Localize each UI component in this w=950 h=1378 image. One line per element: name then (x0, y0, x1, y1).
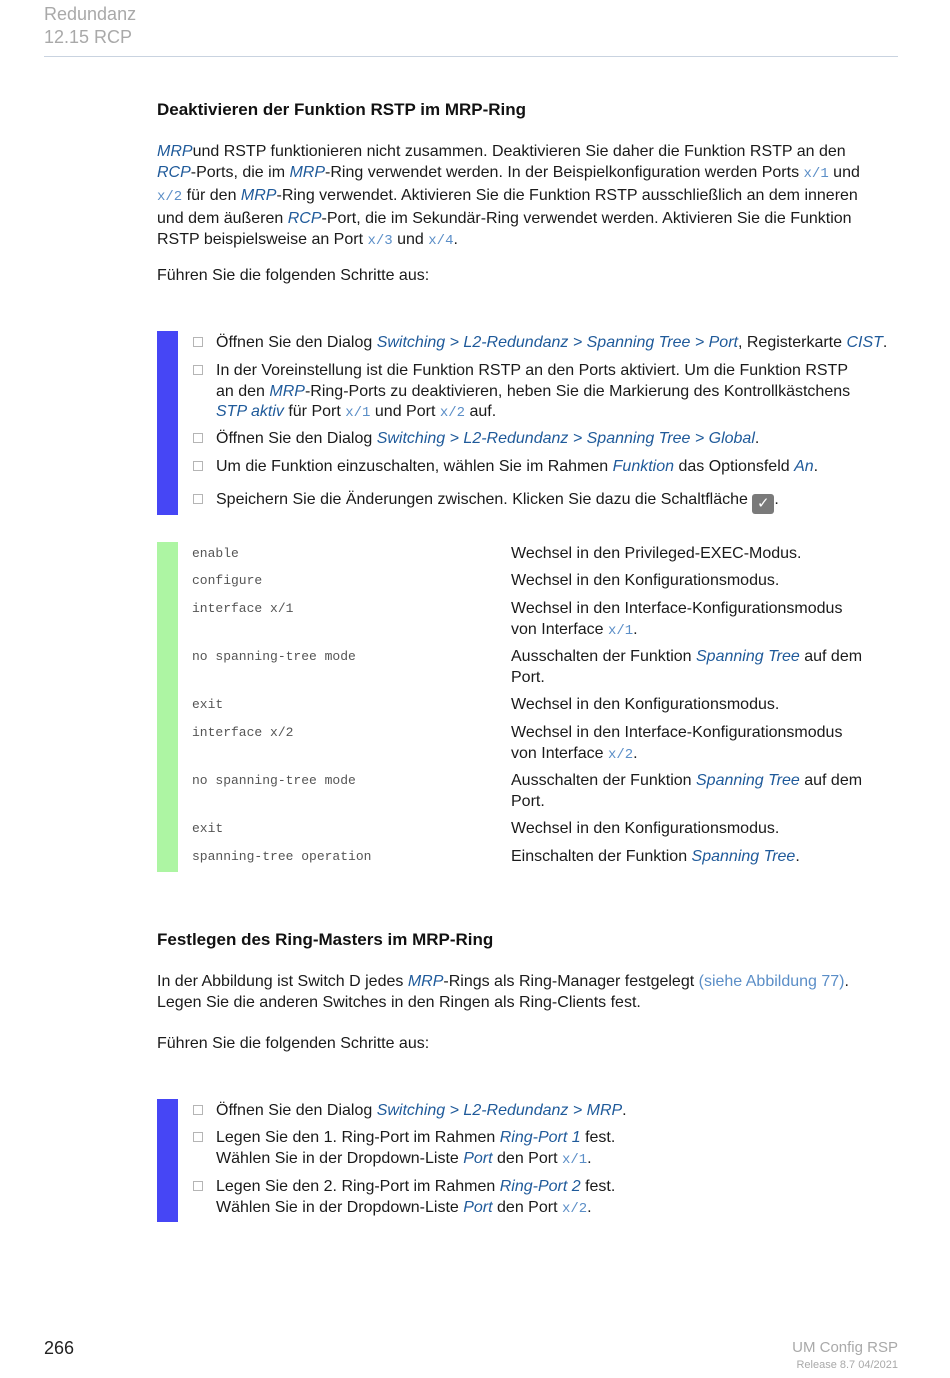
spanning-tree-link[interactable]: Spanning Tree (691, 848, 796, 865)
port-x3: x/3 (367, 233, 393, 249)
cli-command: interface x/1 (192, 601, 294, 616)
cli-command: no spanning-tree mode (192, 649, 356, 664)
ring-port-2-link[interactable]: Ring-Port 2 (499, 1178, 581, 1195)
menu-path-link[interactable]: Switching > L2-Redundanz > MRP (376, 1102, 623, 1119)
cli-steps-bar (157, 542, 178, 872)
cli-description: Wechsel in den Privileged-EXEC-Modus. (511, 545, 802, 562)
funktion-frame-link[interactable]: Funktion (612, 458, 675, 475)
cli-description: Wechsel in den Konfigurationsmodus. (511, 820, 780, 837)
page-number: 266 (44, 1338, 75, 1358)
option-an-link[interactable]: An (794, 458, 814, 475)
gui-step: Öffnen Sie den Dialog Switching > L2-Redundanz > MRP. (193, 1101, 893, 1122)
section1-intro-paragraph: MRPund RSTP funktionieren nicht zusammen. Deaktivieren Sie daher die Funktion RSTP an den RCP-Ports, die im MRP-Ring verwendet werden. In der Beispielkonfiguration werden Ports x/1 und x/2 für den MRP-Ring verwendet. Aktivieren Sie die Funktion RSTP ausschließlich an dem inneren und dem äußeren RCP-Port, die im Sekundär-Ring verwendet werden. Aktivieren Sie die Funktion RSTP beispielsweise an Port x/3 und x/4. (157, 143, 860, 249)
checkbox-square-icon (193, 461, 203, 471)
port-x2: x/2 (561, 1200, 588, 1217)
steps-lead-text: Führen Sie die folgenden Schritte aus: (157, 267, 430, 284)
checkmark-save-icon[interactable]: ✓ (752, 494, 774, 514)
port-x1: x/1 (607, 623, 634, 639)
document-title: UM Config RSP (792, 1339, 898, 1356)
cli-command: exit (192, 821, 224, 836)
section2-intro-paragraph: In der Abbildung ist Switch D jedes MRP-Rings als Ring-Manager festgelegt (siehe Abbildung 77). Legen Sie die anderen Switches in den Ringen als Ring-Clients fest. (157, 973, 849, 1011)
gui-step: Öffnen Sie den Dialog Switching > L2-Redundanz > Spanning Tree > Global. (193, 429, 893, 450)
ring-port-1-link[interactable]: Ring-Port 1 (499, 1129, 581, 1146)
cli-description: Wechsel in den Konfigurationsmodus. (511, 696, 780, 713)
link-rcp[interactable]: RCP (157, 164, 191, 181)
gui-step: In der Voreinstellung ist die Funktion RSTP an den Ports aktiviert. Um die Funktion RSTP an den MRP-Ring-Ports zu deaktivieren, heben Sie die Markierung des Kontrollkästchens STP aktiv für Port x/1 und Port x/2 auf. (193, 361, 893, 424)
section-heading-ring-master: Festlegen des Ring-Masters im MRP-Ring (157, 930, 494, 949)
link-mrp[interactable]: MRP (407, 973, 444, 990)
cli-description: Ausschalten der Funktion Spanning Tree auf dem Port. (511, 648, 863, 686)
menu-path-link[interactable]: Switching > L2-Redundanz > Spanning Tree > Global (376, 430, 755, 447)
cli-command: interface x/2 (192, 725, 294, 740)
port-x4: x/4 (428, 233, 454, 249)
link-mrp[interactable]: MRP (289, 164, 326, 181)
port-x1: x/1 (803, 166, 829, 182)
port-x2: x/2 (157, 189, 183, 205)
checkbox-square-icon (193, 494, 203, 504)
menu-path-link[interactable]: Switching > L2-Redundanz > Spanning Tree > Port (376, 334, 738, 351)
gui-steps-bar (157, 331, 178, 515)
checkbox-square-icon (193, 433, 203, 443)
spanning-tree-link[interactable]: Spanning Tree (696, 772, 800, 789)
checkbox-square-icon (193, 365, 203, 375)
section-heading-rstp: Deaktivieren der Funktion RSTP im MRP-Ring (157, 100, 527, 119)
checkbox-square-icon (193, 337, 203, 347)
cli-command: configure (192, 573, 263, 588)
stp-aktiv-link[interactable]: STP aktiv (216, 403, 284, 420)
port-dropdown-link[interactable]: Port (463, 1198, 493, 1216)
port-x2: x/2 (607, 747, 634, 763)
gui-step: Speichern Sie die Änderungen zwischen. Klicken Sie dazu die Schaltfläche ✓ . (193, 490, 893, 514)
cli-description: Ausschalten der Funktion Spanning Tree auf dem Port. (511, 772, 863, 810)
section-number: 12.15 RCP (44, 27, 133, 47)
steps-lead-text: Führen Sie die folgenden Schritte aus: (157, 1035, 430, 1052)
port-x1: x/1 (345, 405, 371, 421)
chapter-title: Redundanz (44, 4, 137, 24)
cli-description: Wechsel in den Interface-Konfigurationsmodus von Interface x/2. (511, 724, 843, 763)
cli-command: spanning-tree operation (192, 849, 372, 864)
cli-description: Wechsel in den Interface-Konfigurationsmodus von Interface x/1. (511, 600, 843, 639)
link-rcp[interactable]: RCP (287, 210, 322, 227)
cli-command: no spanning-tree mode (192, 773, 356, 788)
cli-description: Einschalten der Funktion Spanning Tree. (511, 848, 800, 865)
cli-command: exit (192, 697, 224, 712)
cli-command: enable (192, 546, 239, 561)
release-info: Release 8.7 04/2021 (796, 1359, 898, 1371)
running-header (44, 3, 136, 49)
gui-step: Um die Funktion einzuschalten, wählen Sie im Rahmen Funktion das Optionsfeld An. (193, 457, 893, 478)
port-x1: x/1 (561, 1151, 588, 1168)
link-mrp[interactable]: MRP (269, 382, 305, 400)
checkbox-square-icon (193, 1181, 203, 1191)
port-dropdown-link[interactable]: Port (463, 1149, 493, 1167)
tab-cist-link[interactable]: CIST (846, 334, 883, 351)
gui-step: Legen Sie den 2. Ring-Port im Rahmen Ring-Port 2 fest. Wählen Sie in der Dropdown-Liste Port den Port x/2. (193, 1177, 893, 1219)
gui-step: Öffnen Sie den Dialog Switching > L2-Redundanz > Spanning Tree > Port, Registerkarte CIST. (193, 333, 893, 354)
link-mrp[interactable]: MRP (157, 143, 193, 160)
port-x2: x/2 (439, 405, 466, 421)
cli-description: Wechsel in den Konfigurationsmodus. (511, 572, 780, 589)
figure-crossref-link[interactable]: (siehe Abbildung 77) (698, 973, 845, 990)
checkbox-square-icon (193, 1105, 203, 1115)
spanning-tree-link[interactable]: Spanning Tree (696, 648, 800, 665)
link-mrp[interactable]: MRP (240, 187, 277, 204)
gui-step: Legen Sie den 1. Ring-Port im Rahmen Ring-Port 1 fest. Wählen Sie in der Dropdown-Liste Port den Port x/1. (193, 1128, 893, 1170)
gui-steps-bar (157, 1099, 178, 1222)
header-divider (44, 56, 898, 57)
checkbox-square-icon (193, 1132, 203, 1142)
